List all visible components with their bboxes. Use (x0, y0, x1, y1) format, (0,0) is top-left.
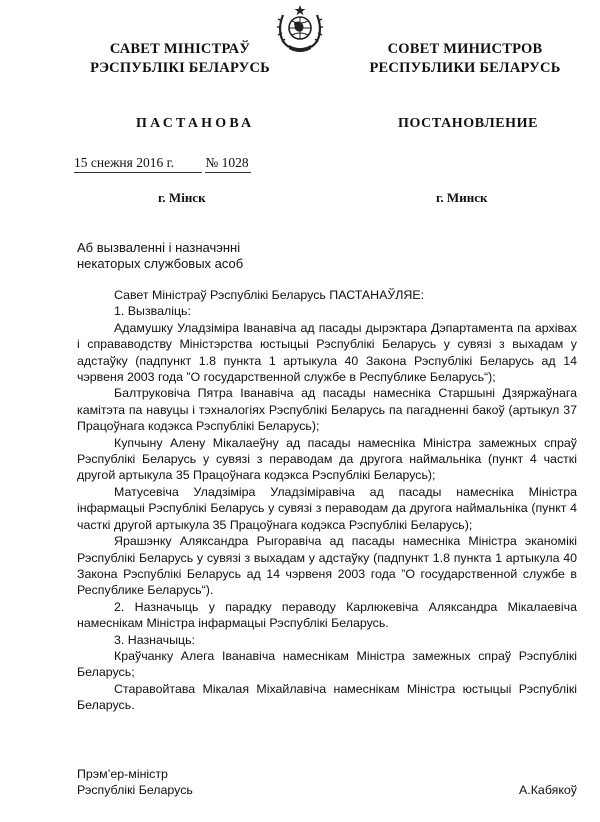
signature-block (77, 766, 577, 798)
org-name-line: РЕСПУБЛИКИ БЕЛАРУСЬ (369, 60, 561, 76)
document-date: 15 снежня 2016 г. (74, 155, 176, 173)
document-body (77, 287, 577, 714)
org-name-line: РЭСПУБЛІКІ БЕЛАРУСЬ (90, 60, 270, 76)
body-paragraph: Балтруковіча Пятра Іванавіча ад пасады намесніка Старшыні Дзяржаўнага камітэта па навуцы і тэхналогіях Рэспублікі Беларусь па пагадненні бакоў (артыкул 37 Працоўнага кодэкса Рэспублікі Беларусь); (77, 386, 577, 434)
city-belarusian: г. Мінск (158, 190, 206, 205)
signatory-title: Рэспублікі Беларусь (77, 783, 193, 797)
body-paragraph: Купчыну Алену Мікалаеўну ад пасады намесніка Міністра замежных спраў Рэспублікі Беларусь у сувязі з пераводам да другога наймальніка (пункт 4 часткі другой артыкула 35 Працоўнага кодэкса Рэспублікі Беларусь); (77, 435, 577, 483)
body-paragraph: 2. Назначыць у парадку пераводу Карлюкевіча Аляксандра Мікалаевіча намеснікам Міністра інфармацыі Рэспублікі Беларусь. (77, 599, 577, 631)
org-name-belarusian (70, 40, 290, 78)
body-paragraph: Краўчанку Алега Іванавіча намеснікам Міністра замежных спраў Рэспублікі Беларусь; (77, 648, 577, 680)
preamble: Савет Міністраў Рэспублікі Беларусь ПАСТАНАЎЛЯЕ: (114, 288, 425, 302)
subject-line: Аб вызваленні і назначэнні (77, 240, 241, 255)
signatory-name: А.Кабякоў (519, 783, 577, 797)
date-number-line (74, 155, 251, 173)
document-subject (77, 240, 277, 272)
body-paragraph: Старавойтава Мікалая Міхайлавіча намеснікам Міністра юстыцыі Рэспублікі Беларусь. (77, 681, 577, 713)
org-name-line: СОВЕТ МИНИСТРОВ (387, 41, 543, 57)
document-type-russian: ПОСТАНОВЛЕНИЕ (398, 116, 539, 131)
body-paragraph: 3. Назначыць: (114, 632, 195, 647)
body-paragraph: Ярашэнку Аляксандра Рыгоравіча ад пасады намесніка Міністра эканомікі Рэспублікі Беларусь у сувязі з выхадам у адстаўку (падпункт 1.8 пункта 1 артыкула 40 Закона Рэспублікі Беларусь ад 14 чэрвеня 2003 года ”О государственной службе в Республике Беларусь“). (77, 534, 577, 598)
date-underline (176, 158, 202, 173)
city-russian: г. Минск (436, 190, 488, 205)
body-paragraph: Адамушку Уладзіміра Іванавіча ад пасады дырэктара Дэпартамента па архівах і справаводству Міністэрства юстыцыі Рэспублікі Беларусь у сувязі з выхадам у адстаўку (падпункт 1.8 пункта 1 артыкула 40 Закона Рэспублікі Беларусь ад 14 чэрвеня 2003 года ”О государственной службе в Республике Беларусь“); (77, 320, 577, 385)
org-name-line: САВЕТ МІНІСТРАЎ (109, 41, 251, 57)
body-paragraph: 1. Вызваліць: (114, 304, 191, 319)
body-paragraph: Матусевіча Уладзіміра Уладзіміравіча ад пасады намесніка Міністра інфармацыі Рэспублікі Беларусь у сувязі з пераводам да другога наймальніка (пункт 4 часткі другой артыкула 35 Працоўнага кодэкса Рэспублікі Беларусь); (77, 484, 577, 532)
document-number: № 1028 (205, 155, 250, 173)
org-name-russian (340, 40, 590, 78)
document-type-belarusian: ПАСТАНОВА (136, 116, 255, 131)
signatory-title: Прэм’ер-міністр (77, 767, 168, 781)
subject-line: некаторых службовых асоб (77, 256, 244, 271)
